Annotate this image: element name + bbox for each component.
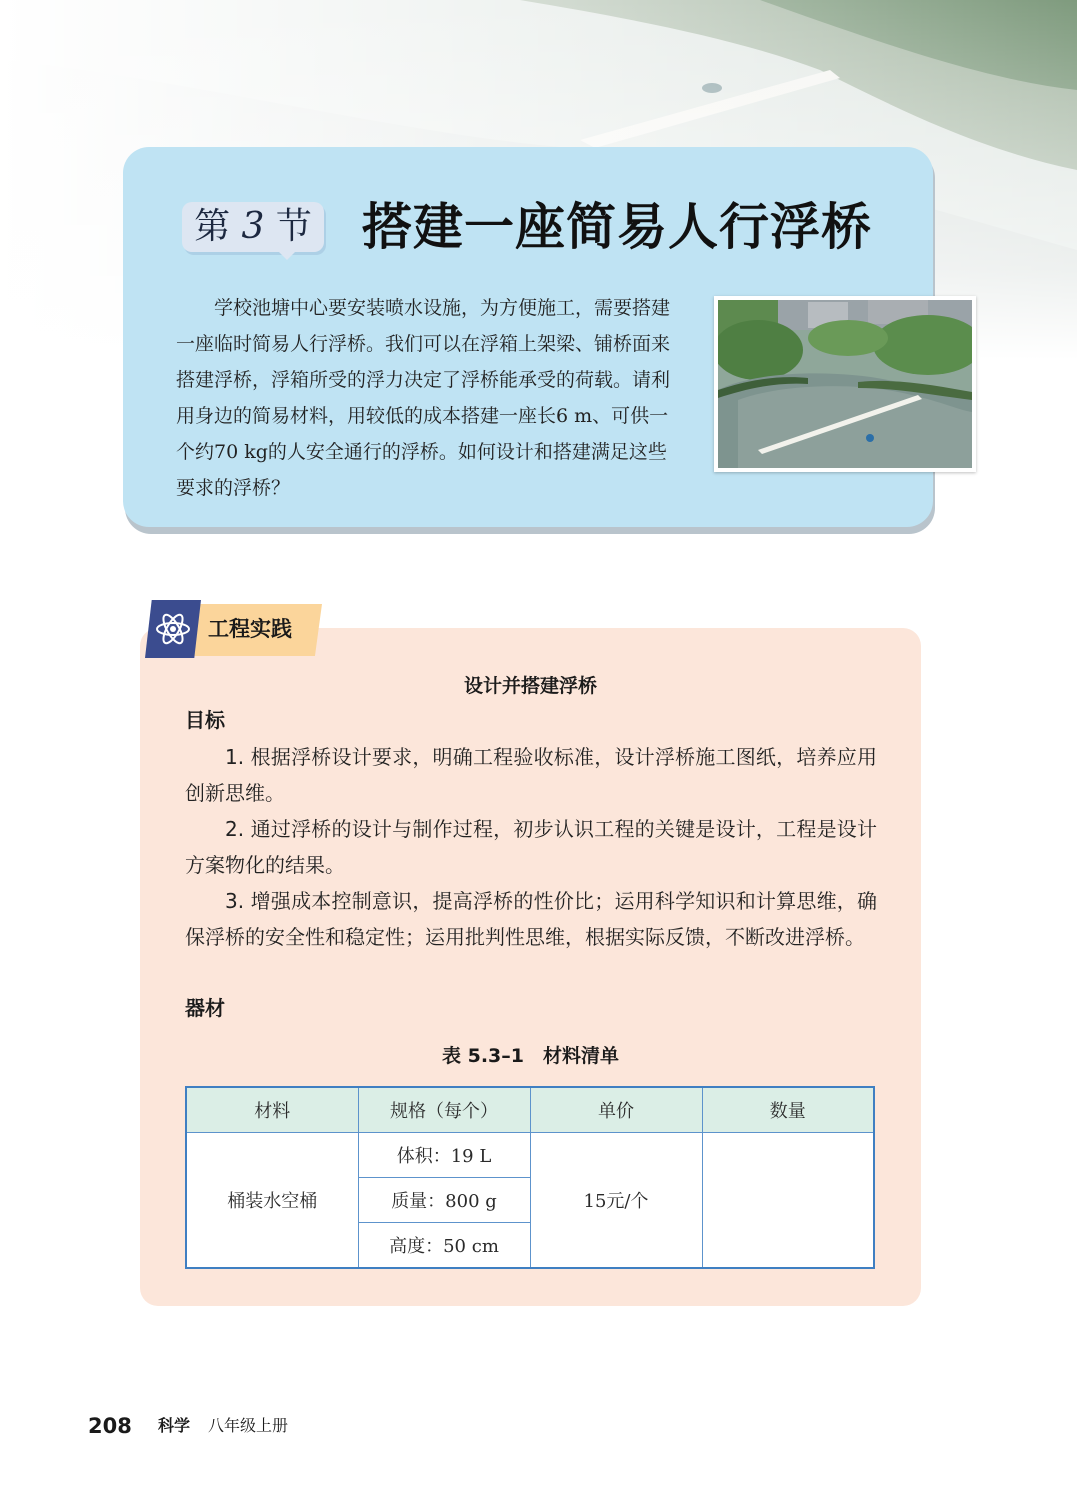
goals-heading: 目标 <box>185 708 225 732</box>
spec-cell: 体积：19 L <box>358 1133 530 1178</box>
practice-icon-box <box>145 600 201 658</box>
atom-icon <box>154 609 192 649</box>
section-label-suffix: 节 <box>275 206 312 247</box>
pond-bridge-photo <box>714 296 976 472</box>
column-header-material: 材料 <box>186 1087 358 1133</box>
footer-subject: 科学 <box>158 1416 191 1435</box>
pond-bridge-image <box>718 300 972 468</box>
intro-text <box>176 290 676 506</box>
table-row <box>186 1133 874 1178</box>
column-header-unit-price: 单价 <box>530 1087 702 1133</box>
unit-price-cell: 15元/个 <box>530 1133 702 1269</box>
goal-item: 1. 根据浮桥设计要求，明确工程验收标准，设计浮桥施工图纸，培养应用创新思维。 <box>185 745 877 805</box>
quantity-cell[interactable] <box>702 1133 874 1269</box>
section-number: 3 <box>241 206 265 247</box>
footer-grade: 八年级上册 <box>208 1416 289 1435</box>
section-label-prefix: 第 <box>194 206 231 247</box>
materials-table <box>185 1086 875 1269</box>
section-label <box>182 202 324 252</box>
goal-item: 2. 通过浮桥的设计与制作过程，初步认识工程的关键是设计，工程是设计方案物化的结果。 <box>185 817 877 877</box>
table-header-row <box>186 1087 874 1133</box>
spec-cell: 质量：800 g <box>358 1178 530 1223</box>
goals-list <box>185 739 877 955</box>
column-header-spec: 规格（每个） <box>358 1087 530 1133</box>
spec-cell: 高度：50 cm <box>358 1223 530 1269</box>
equipment-heading: 器材 <box>185 996 225 1020</box>
practice-tag-label: 工程实践 <box>208 617 292 641</box>
material-cell: 桶装水空桶 <box>186 1133 358 1269</box>
table-caption: 表 5.3–1 材料清单 <box>442 1045 619 1067</box>
page-number: 208 <box>88 1414 132 1438</box>
column-header-quantity: 数量 <box>702 1087 874 1133</box>
activity-title: 设计并搭建浮桥 <box>463 675 597 697</box>
lesson-title: 搭建一座简易人行浮桥 <box>362 198 872 256</box>
intro-paragraph: 学校池塘中心要安装喷水设施，为方便施工，需要搭建一座临时简易人行浮桥。我们可以在浮箱上架梁、铺桥面来搭建浮桥，浮箱所受的浮力决定了浮桥能承受的荷载。请利用身边的简易材料，用较低的成本搭建一座长6 m、可供一个约70 kg的人安全通行的浮桥。如何设计和搭建满足这些要求的浮桥？ <box>176 297 671 499</box>
goal-item: 3. 增强成本控制意识，提高浮桥的性价比；运用科学知识和计算思维，确保浮桥的安全性和稳定性；运用批判性思维，根据实际反馈，不断改进浮桥。 <box>185 889 877 949</box>
